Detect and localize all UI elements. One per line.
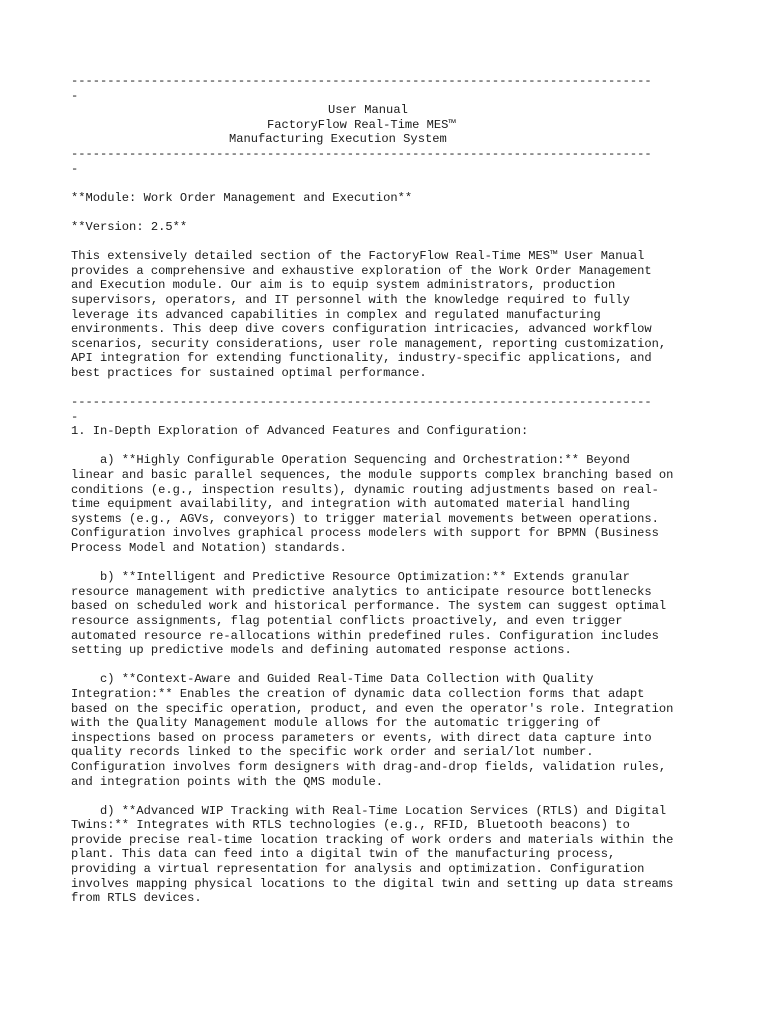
- section-1-heading: 1. In-Depth Exploration of Advanced Features and Configuration:: [71, 424, 529, 439]
- intro-line: and Execution module. Our aim is to equip system administrators, production: [71, 278, 616, 293]
- item-c: [71, 672, 701, 789]
- item-line: systems (e.g., AGVs, conveyors) to trigger material movements between operations.: [71, 511, 659, 526]
- item-line: with the Quality Management module allows for the automatic triggering of: [71, 716, 601, 731]
- top-rule-tail: -: [71, 88, 79, 103]
- item-line: provide precise real-time location tracking of work orders and materials within the: [71, 832, 674, 847]
- item-line: providing a virtual representation for analysis and optimization. Configuration: [71, 862, 645, 877]
- header-product: FactoryFlow Real-Time MES™: [267, 117, 456, 132]
- item-a: [71, 453, 701, 555]
- header-rule-tail: -: [71, 161, 79, 176]
- manual-page: [71, 74, 701, 906]
- module-line: **Module: Work Order Management and Execution**: [71, 190, 413, 205]
- item-line: Configuration involves graphical process modelers with support for BPMN (Business: [71, 526, 659, 541]
- header-subtitle: Manufacturing Execution System: [229, 132, 447, 147]
- item-line: linear and basic parallel sequences, the module supports complex branching based on: [71, 468, 674, 483]
- item-line: d) **Advanced WIP Tracking with Real-Time Location Services (RTLS) and Digital: [71, 803, 667, 818]
- item-line: resource assignments, flag potential conflicts proactively, and even trigger: [71, 613, 623, 628]
- item-line: Twins:** Integrates with RTLS technologies (e.g., RFID, Bluetooth beacons) to: [71, 818, 630, 833]
- top-rule: --------------------------------------------------------------------------------: [71, 74, 652, 88]
- item-line: Process Model and Notation) standards.: [71, 541, 347, 555]
- item-line: Configuration involves form designers with drag-and-drop fields, validation rules,: [71, 759, 667, 774]
- item-line: automated resource re-allocations within predefined rules. Configuration includes: [71, 628, 659, 643]
- header-rule: --------------------------------------------------------------------------------: [71, 146, 652, 161]
- section-rule-tail: -: [71, 409, 79, 424]
- intro-line: leverage its advanced capabilities in complex and regulated manufacturing: [71, 307, 601, 322]
- section-rule: --------------------------------------------------------------------------------: [71, 395, 652, 410]
- header-title: User Manual: [328, 103, 408, 118]
- item-line: time equipment availability, and integration with automated material handling: [71, 497, 630, 512]
- intro-line: This extensively detailed section of the FactoryFlow Real-Time MES™ User Manual: [71, 249, 645, 264]
- item-d: [71, 804, 701, 906]
- intro-line: supervisors, operators, and IT personnel with the knowledge required to fully: [71, 292, 630, 307]
- item-line: setting up predictive models and defining automated response actions.: [71, 643, 572, 658]
- item-line: and integration points with the QMS module.: [71, 774, 384, 789]
- item-line: based on the specific operation, product, and even the operator's role. Integration: [71, 701, 674, 716]
- item-line: inspections based on process parameters or events, with direct data capture into: [71, 730, 652, 745]
- intro-line: scenarios, security considerations, user role management, reporting customization,: [71, 336, 667, 351]
- intro-line: API integration for extending functionality, industry-specific applications, and: [71, 351, 652, 366]
- item-b: [71, 570, 701, 658]
- intro-line: environments. This deep dive covers configuration intricacies, advanced workflow: [71, 322, 652, 337]
- version-line: **Version: 2.5**: [71, 219, 188, 234]
- intro-paragraph: [71, 249, 701, 380]
- intro-line: provides a comprehensive and exhaustive exploration of the Work Order Management: [71, 263, 652, 278]
- item-line: conditions (e.g., inspection results), dynamic routing adjustments based on real-: [71, 482, 659, 497]
- item-line: involves mapping physical locations to the digital twin and setting up data streams: [71, 876, 674, 891]
- item-line: quality records linked to the specific work order and serial/lot number.: [71, 745, 594, 760]
- item-line: c) **Context-Aware and Guided Real-Time Data Collection with Quality: [71, 672, 594, 687]
- item-line: Integration:** Enables the creation of dynamic data collection forms that adapt: [71, 686, 645, 701]
- item-line: b) **Intelligent and Predictive Resource Optimization:** Extends granular: [71, 570, 630, 585]
- intro-line: best practices for sustained optimal performance.: [71, 365, 427, 380]
- item-line: based on scheduled work and historical performance. The system can suggest optimal: [71, 599, 667, 614]
- item-line: from RTLS devices.: [71, 891, 202, 906]
- item-line: plant. This data can feed into a digital twin of the manufacturing process,: [71, 847, 616, 862]
- item-line: resource management with predictive analytics to anticipate resource bottlenecks: [71, 584, 652, 599]
- item-line: a) **Highly Configurable Operation Sequencing and Orchestration:** Beyond: [71, 453, 630, 468]
